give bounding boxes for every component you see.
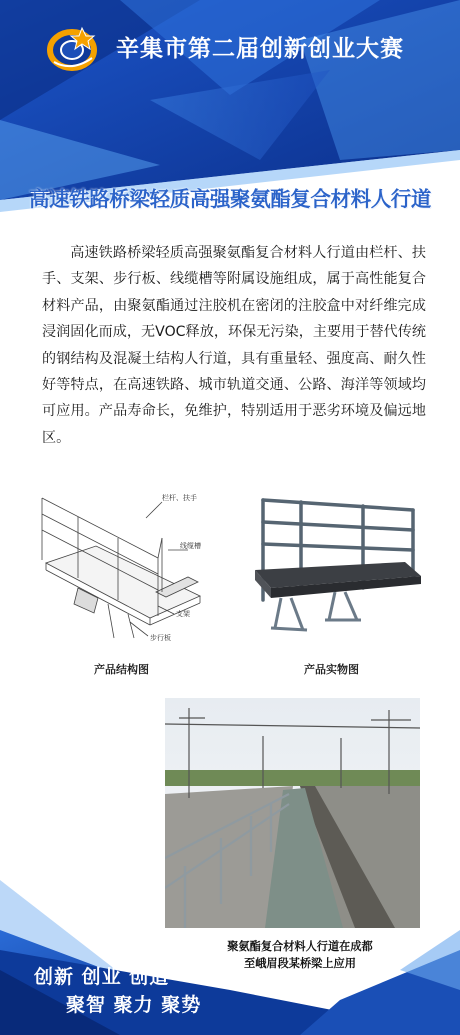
- product-photo: [245, 488, 425, 643]
- organizer-title: 辛集市第二届创新创业大赛: [116, 36, 404, 62]
- competition-logo: [44, 22, 104, 74]
- label-railing: 栏杆、扶手: [162, 494, 197, 502]
- label-cable-trough: 线缆槽: [180, 542, 201, 550]
- label-walkway: 步行板: [150, 634, 171, 642]
- slogan-line2: 聚智 聚力 聚势: [66, 994, 202, 1016]
- product-structure-diagram: [38, 488, 218, 648]
- photo-caption: 产品实物图: [304, 663, 359, 676]
- document-title: 高速铁路桥梁轻质高强聚氨酯复合材料人行道: [29, 187, 431, 211]
- structure-caption: 产品结构图: [94, 663, 149, 676]
- product-description: 高速铁路桥梁轻质高强聚氨酯复合材料人行道由栏杆、扶手、支架、步行板、线缆槽等附属设施组成，属于高性能复合材料产品，由聚氨酯通过注胶机在密闭的注胶盒中对纤维完成浸润固化而成，无VOC释放，环保无污染，主要用于替代传统的钢结构及混凝土结构人行道，具有重量轻、强度高、耐久性好等特点，在高速铁路、城市轨道交通、公路、海洋等领域均可应用。产品寿命长，免维护，特别适用于恶劣环境及偏远地区。: [42, 245, 426, 446]
- label-bracket: 支架: [176, 610, 190, 618]
- application-caption-line1: 聚氨酯复合材料人行道在成都: [227, 939, 373, 953]
- application-caption-line2: 至峨眉段某桥梁上应用: [244, 956, 356, 970]
- slogan-line1: 创新 创业 创造: [34, 966, 170, 988]
